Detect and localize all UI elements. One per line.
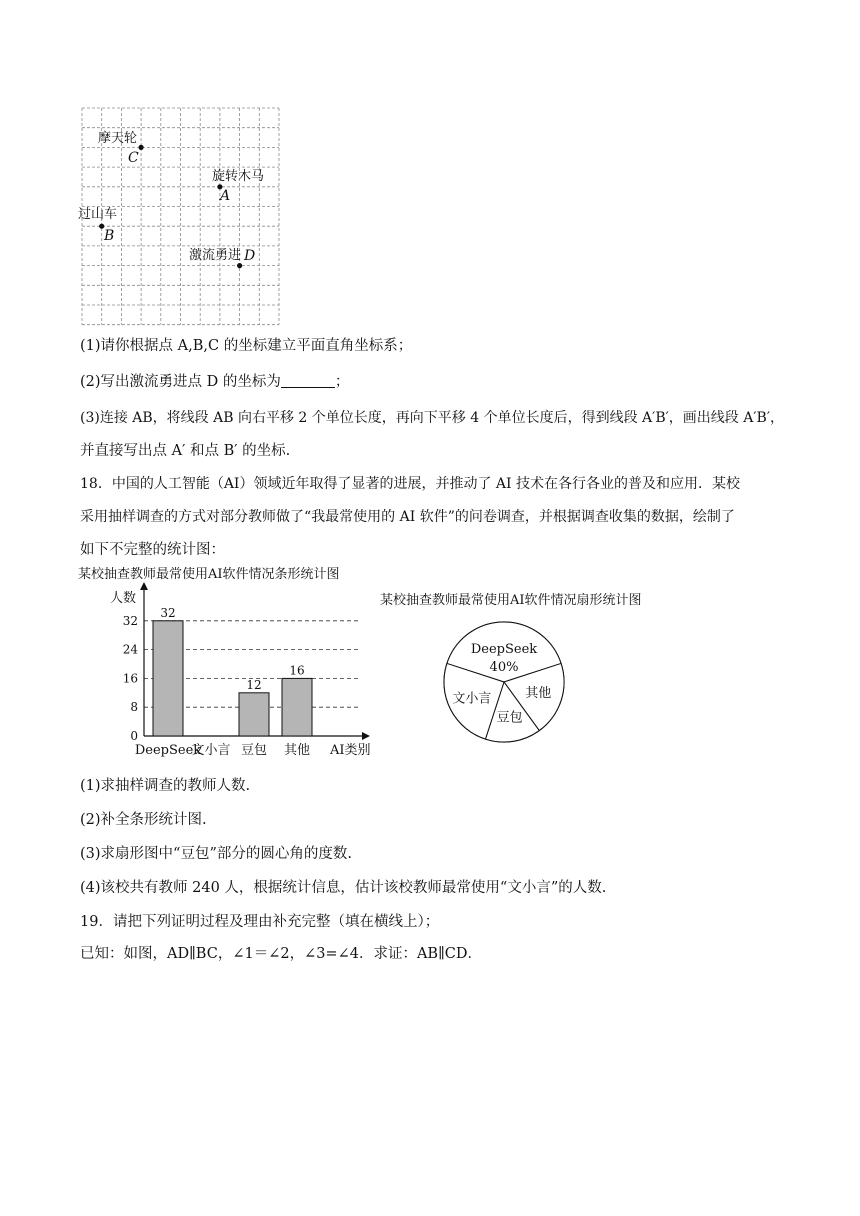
q17-part2-text: (2)写出激流勇进点 D 的坐标为 <box>80 374 281 390</box>
q17-part2 <box>80 372 349 392</box>
point-name: 摩天轮 <box>98 131 138 146</box>
bar-data-label: 32 <box>160 605 176 620</box>
y-tick-label: 16 <box>122 671 138 686</box>
q18-sub1: (1)求抽样调查的教师人数. <box>80 778 251 794</box>
q17-part3-line1: (3)连接 AB，将线段 AB 向右平移 2 个单位长度，再向下平移 4 个单位长度后，得到线段 A′B′，画出线段 A′B′， <box>80 410 785 426</box>
pie-label: 文小言 <box>452 691 492 707</box>
bar <box>282 678 312 736</box>
y-tick-label: 32 <box>122 613 138 628</box>
point-letter: A <box>220 188 231 204</box>
q17-part3-line2: 并直接写出点 A′ 和点 B′ 的坐标. <box>80 443 291 459</box>
y-axis-label: 人数 <box>110 591 137 606</box>
point-dot <box>237 263 242 268</box>
q19-line2: 已知：如图，AD∥BC，∠1＝∠2，∠3=∠4．求证：AB∥CD． <box>80 946 483 962</box>
y-tick-label: 8 <box>130 700 138 715</box>
q18-line1: 18．中国的人工智能（AI）领域近年取得了显著的进展，并推动了 AI 技术在各行各业的普及和应用．某校 <box>80 476 740 492</box>
q19-line1: 19．请把下列证明过程及理由补充完整（填在横线上）； <box>80 914 440 930</box>
pie-label: 豆包 <box>496 710 523 726</box>
q18-sub2: (2)补全条形统计图. <box>80 812 207 828</box>
x-tick-label: 其他 <box>283 743 311 758</box>
point-name: 激流勇进 <box>189 248 242 263</box>
bar <box>239 693 269 736</box>
point-letter: D <box>244 248 256 264</box>
pie-chart <box>376 586 716 756</box>
q18-line2: 采用抽样调查的方式对部分教师做了“我最常使用的 AI 软件”的问卷调查，并根据调查收集的数据，绘制了 <box>80 509 735 525</box>
x-tick-label: 文小言 <box>191 743 231 758</box>
point-name: 旋转木马 <box>212 169 265 184</box>
bar-data-label: 12 <box>246 677 262 692</box>
grid-figure <box>0 0 860 330</box>
pie-label: DeepSeek <box>470 641 538 657</box>
bar-chart <box>76 566 376 766</box>
point-dot <box>139 145 144 150</box>
q17-part2-end: ； <box>334 374 350 390</box>
x-axis-arrow <box>362 732 370 740</box>
x-tick-label: 豆包 <box>240 743 268 758</box>
point-letter: C <box>128 150 139 166</box>
pie-label: 其他 <box>525 686 552 702</box>
q17-part1: (1)请你根据点 A,B,C 的坐标建立平面直角坐标系； <box>80 338 413 354</box>
x-axis-label: AI类别 <box>330 743 371 758</box>
y-tick-label: 24 <box>122 642 138 657</box>
chart-title: 某校抽查教师最常使用AI软件情况扇形统计图 <box>380 593 642 608</box>
q18-line3: 如下不完整的统计图： <box>80 542 225 558</box>
x-tick-label: DeepSeek <box>134 743 202 758</box>
chart-title: 某校抽查教师最常使用AI软件情况条形统计图 <box>78 567 340 582</box>
point-name: 过山车 <box>78 207 118 222</box>
answer-blank[interactable] <box>281 373 335 388</box>
bar-data-label: 16 <box>289 663 305 678</box>
q18-sub4: (4)该校共有教师 240 人，根据统计信息，估计该校教师最常使用“文小言”的人数. <box>80 880 607 896</box>
point-letter: B <box>104 228 115 244</box>
y-tick-label: 0 <box>130 729 138 743</box>
q18-sub3: (3)求扇形图中“豆包”部分的圆心角的度数. <box>80 846 352 862</box>
y-axis-arrow <box>140 582 148 590</box>
bar <box>153 621 183 736</box>
pie-percent-label: 40% <box>489 659 519 675</box>
